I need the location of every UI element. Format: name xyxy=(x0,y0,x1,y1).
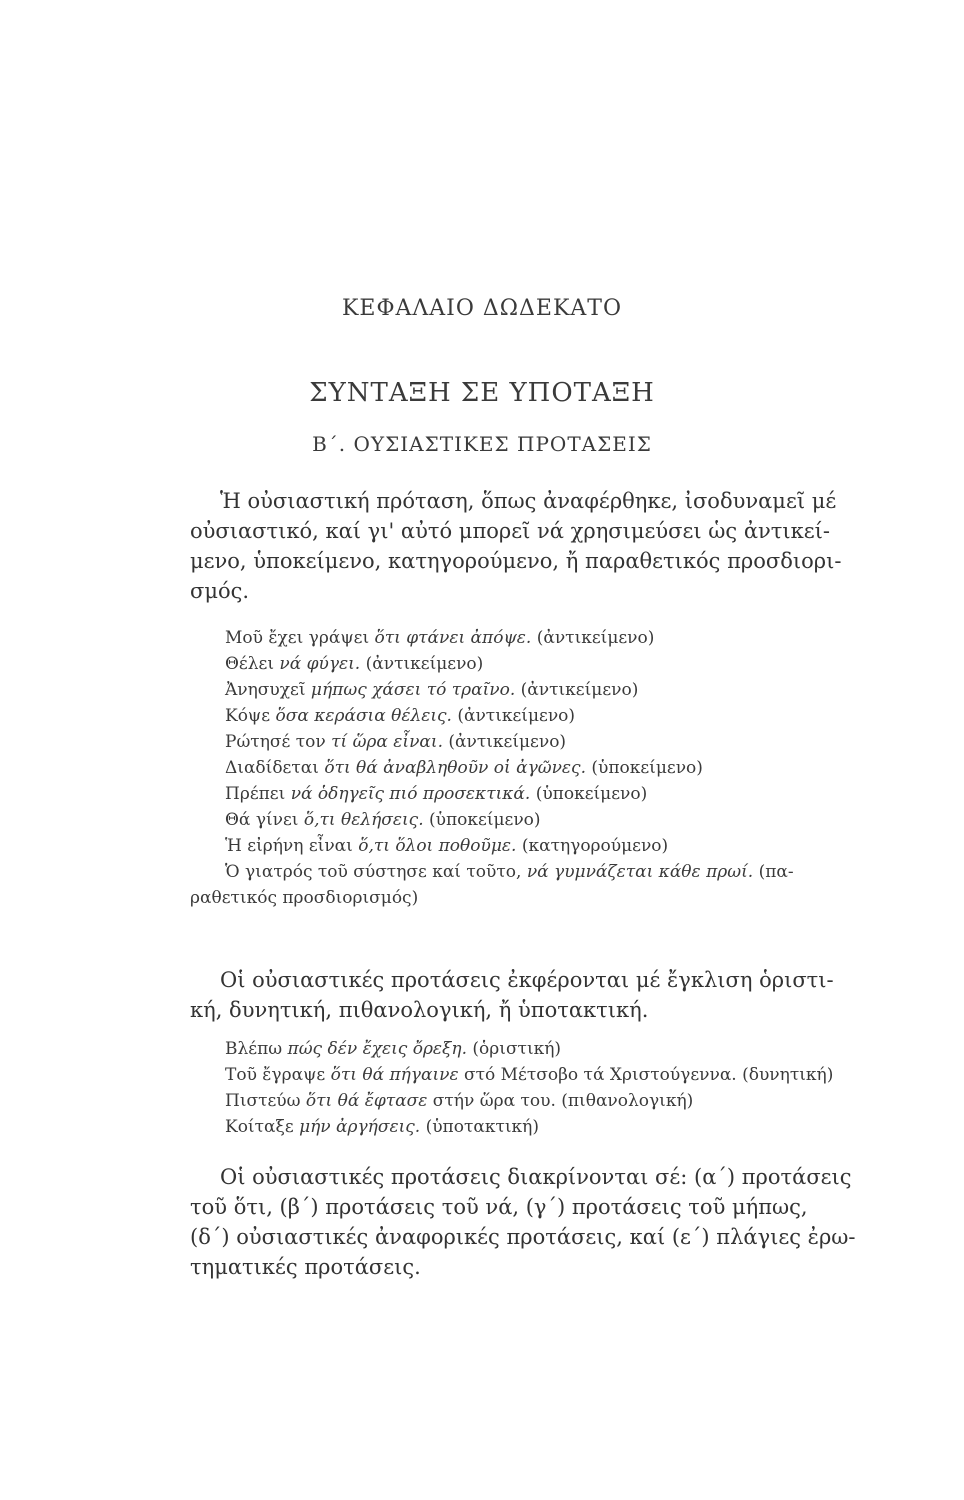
paragraph-line: Οἱ οὐσιαστικές προτάσεις ἐκφέρονται μέ ἔγκλιση ὁριστι- xyxy=(220,968,834,992)
example-line: Πρέπει νά ὁδηγεῖς πιό προσεκτικά. (ὑποκείμενο) xyxy=(225,784,648,804)
example-line: Θέλει νά φύγει. (ἀντικείμενο) xyxy=(225,654,484,674)
example-line: Κόψε ὅσα κεράσια θέλεις. (ἀντικείμενο) xyxy=(225,706,576,726)
example-line: Διαδίδεται ὅτι θά ἀναβληθοῦν οἱ ἀγῶνες. (ὑποκείμενο) xyxy=(225,758,703,778)
paragraph-line: σμός. xyxy=(190,579,250,603)
subsection-title: Β΄. ΟΥΣΙΑΣΤΙΚΕΣ ΠΡΟΤΑΣΕΙΣ xyxy=(312,432,652,456)
paragraph-line: οὐσιαστικό, καί γι' αὐτό μπορεῖ νά χρησιμεύσει ὡς ἀντικεί- xyxy=(190,519,830,543)
example-line: Βλέπω πώς δέν ἔχεις ὄρεξη. (ὁριστική) xyxy=(225,1039,562,1059)
example-line-continuation: ραθετικός προσδιορισμός) xyxy=(190,888,419,908)
paragraph-line: κή, δυνητική, πιθανολογική, ἤ ὑποτακτική. xyxy=(190,998,649,1022)
examples-list-functions xyxy=(190,625,905,911)
example-line: Ρώτησέ τον τί ὥρα εἶναι. (ἀντικείμενο) xyxy=(225,732,567,752)
example-line: Κοίταξε μήν ἀργήσεις. (ὑποτακτική) xyxy=(225,1117,539,1137)
paragraph-line: (δ΄) οὐσιαστικές ἀναφορικές προτάσεις, καί (ε΄) πλάγιες ἐρω- xyxy=(190,1225,856,1249)
paragraph-line: Οἱ οὐσιαστικές προτάσεις διακρίνονται σέ: (α΄) προτάσεις xyxy=(220,1165,852,1189)
example-line: Μοῦ ἔχει γράψει ὅτι φτάνει ἀπόψε. (ἀντικείμενο) xyxy=(225,628,655,648)
example-line: Πιστεύω ὅτι θά ἔφτασε στήν ὥρα του. (πιθανολογική) xyxy=(225,1091,694,1111)
paragraph-line: τηματικές προτάσεις. xyxy=(190,1255,421,1279)
paragraph-line: Ἡ οὐσιαστική πρόταση, ὅπως ἀναφέρθηκε, ἰσοδυναμεῖ μέ xyxy=(220,489,837,513)
chapter-heading: ΚΕΦΑΛΑΙΟ ΔΩΔΕΚΑΤΟ xyxy=(341,296,623,321)
moods-paragraph xyxy=(190,965,902,1025)
paragraph-line: τοῦ ὅτι, (β΄) προτάσεις τοῦ νά, (γ΄) προτάσεις τοῦ μήπως, xyxy=(190,1195,808,1219)
paragraph-line: μενο, ὑποκείμενο, κατηγορούμενο, ἤ παραθετικός προσδιορι- xyxy=(190,549,842,573)
section-title: ΣΥΝΤΑΞΗ ΣΕ ΥΠΟΤΑΞΗ xyxy=(309,378,655,408)
intro-paragraph xyxy=(190,486,902,606)
example-line: Τοῦ ἔγραψε ὅτι θά πήγαινε στό Μέτσοβο τά Χριστούγεννα. (δυνητική) xyxy=(225,1065,834,1085)
example-line: Ἀνησυχεῖ μήπως χάσει τό τραῖνο. (ἀντικείμενο) xyxy=(225,680,639,700)
examples-list-moods xyxy=(225,1036,905,1140)
example-line: Θά γίνει ὅ,τι θελήσεις. (ὑποκείμενο) xyxy=(225,810,541,830)
example-line: Ἡ εἰρήνη εἶναι ὅ,τι ὅλοι ποθοῦμε. (κατηγορούμενο) xyxy=(225,836,669,856)
types-paragraph xyxy=(190,1162,902,1282)
example-line: Ὁ γιατρός τοῦ σύστησε καί τοῦτο, νά γυμνάζεται κάθε πρωί. (πα- xyxy=(225,862,794,882)
